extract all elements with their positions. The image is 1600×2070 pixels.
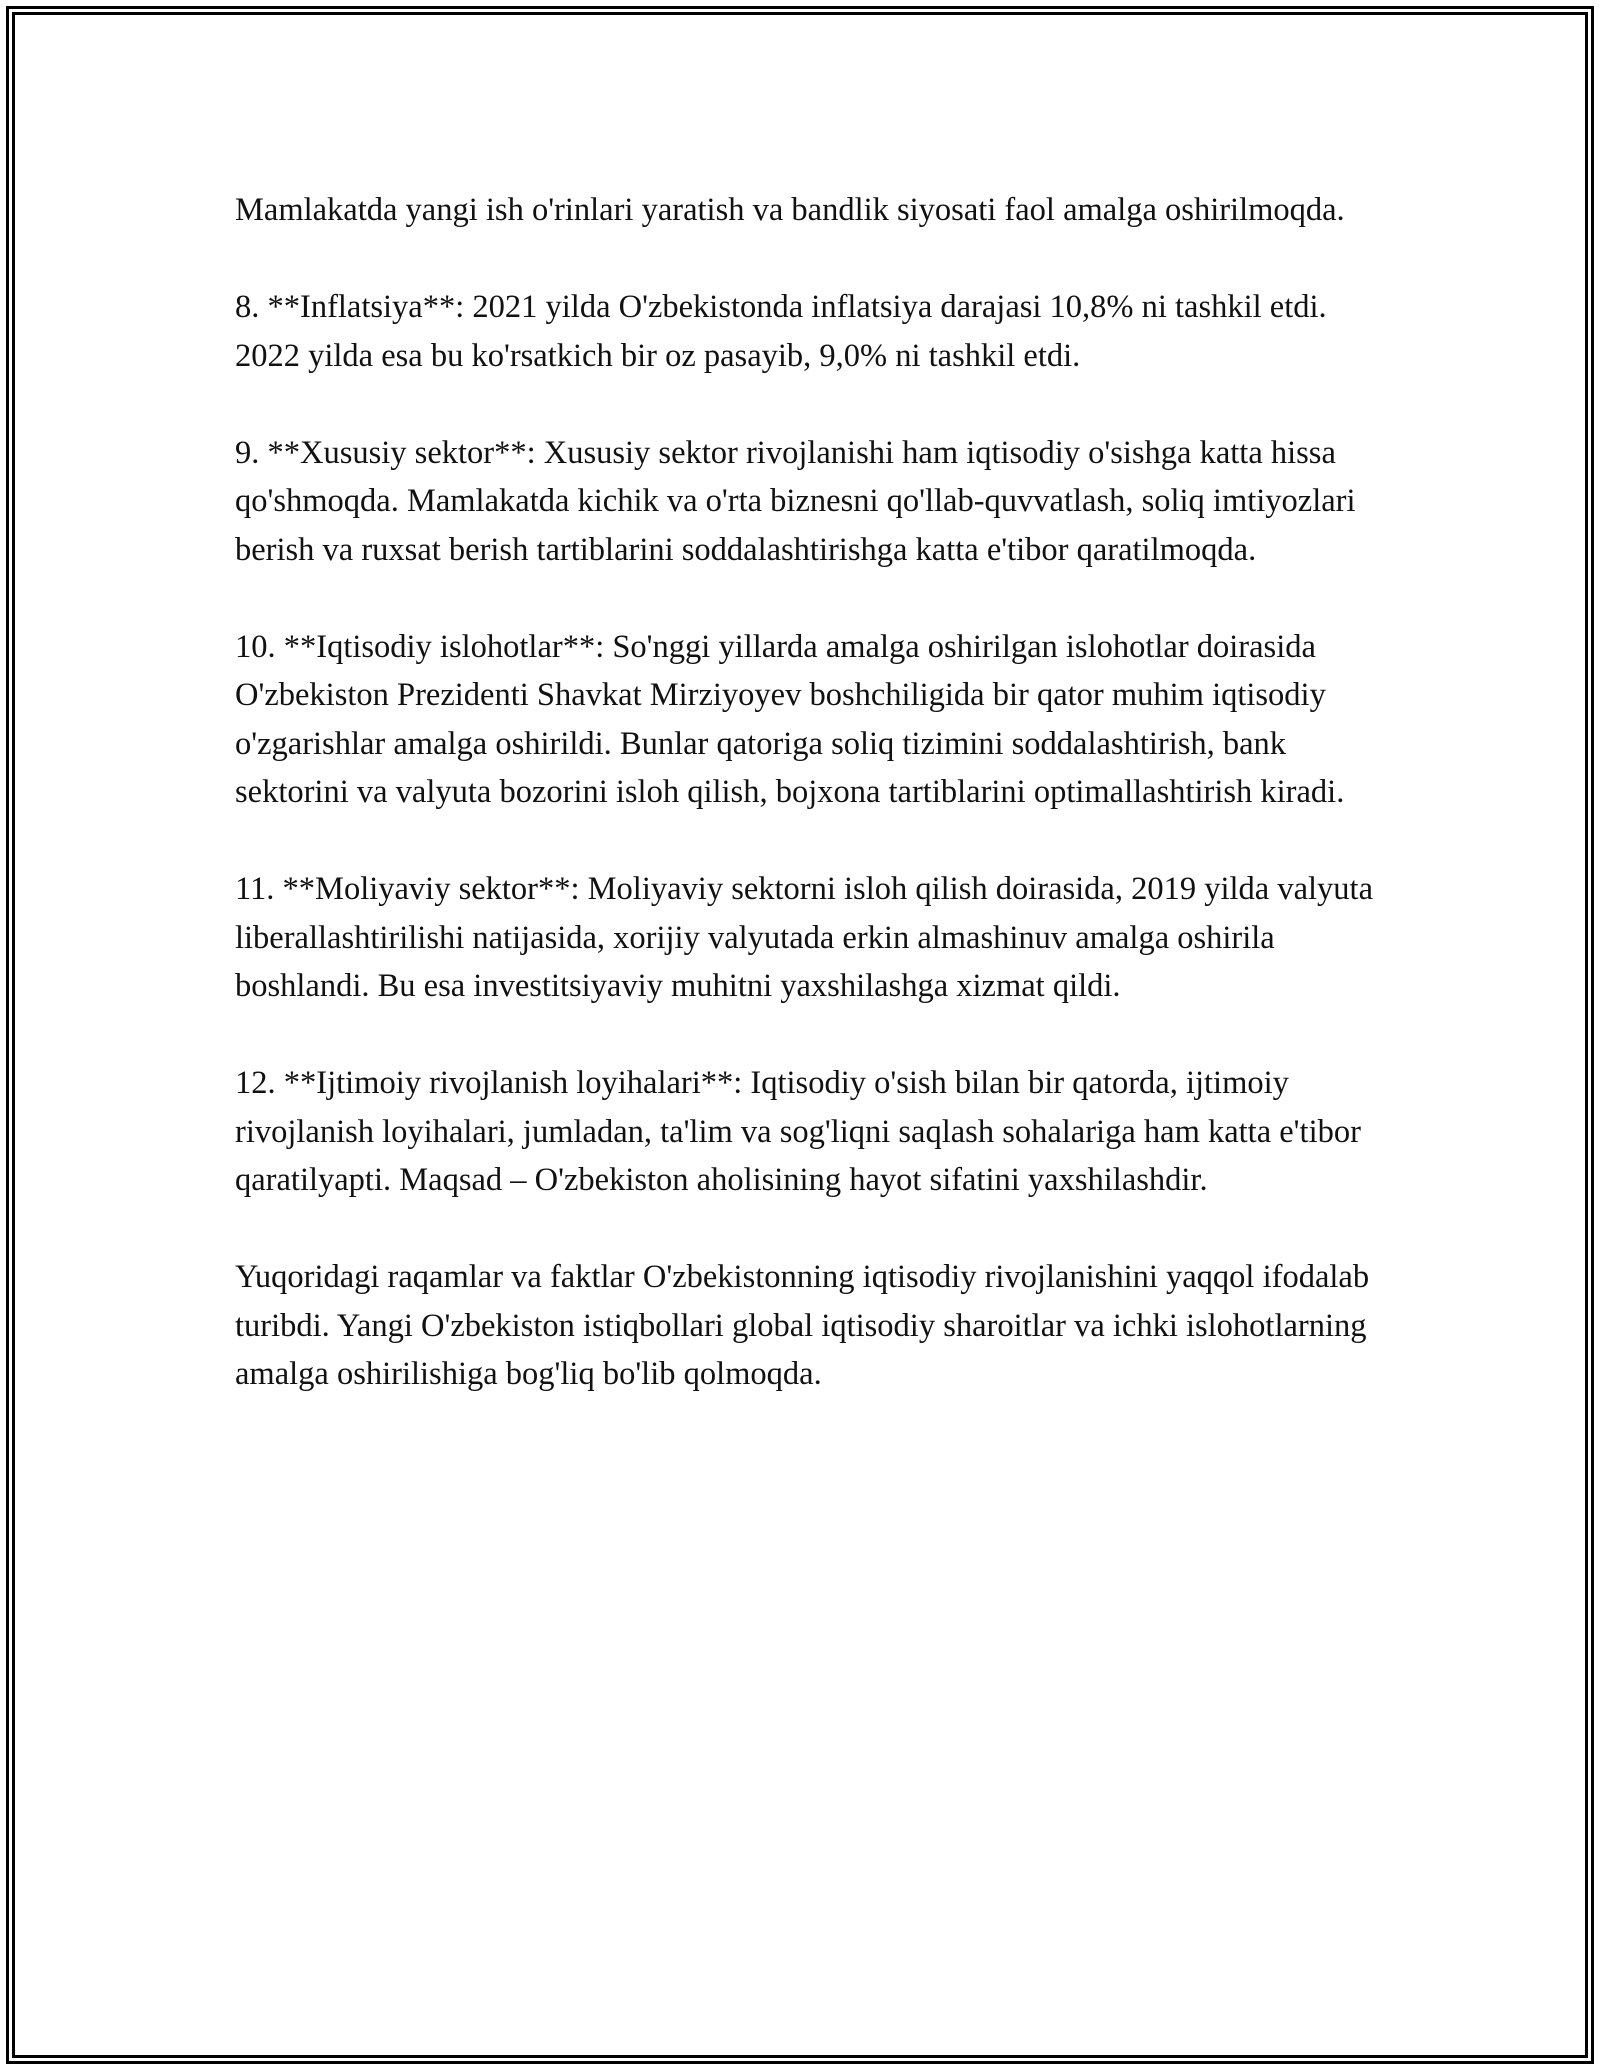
paragraph-inflation: 8. **Inflatsiya**: 2021 yilda O'zbekistonda inflatsiya darajasi 10,8% ni tashkil etdi. 2022 yilda esa bu ko'rsatkich bir oz pasayib, 9,0% ni tashkil etdi.: [235, 289, 1327, 374]
paragraph-private-sector: 9. **Xususiy sektor**: Xususiy sektor rivojlanishi ham iqtisodiy o'sishga katta hissa qo'shmoqda. Mamlakatda kichik va o'rta biznesni qo'llab-quvvatlash, soliq imtiyozlari berish va ruxsat berish tartiblarini soddalashtirishga katta e'tibor qaratilmoqda.: [235, 434, 1356, 568]
document-body: [235, 186, 1385, 1399]
paragraph-economic-reforms: 10. **Iqtisodiy islohotlar**: So'nggi yillarda amalga oshirilgan islohotlar doirasida O'zbekiston Prezidenti Shavkat Mirziyoyev boshchiligida bir qator muhim iqtisodiy o'zgarishlar amalga oshirildi. Bunlar qatoriga soliq tizimini soddalashtirish, bank sektorini va valyuta bozorini isloh qilish, bojxona tartiblarini optimallashtirish kiradi.: [235, 628, 1345, 810]
paragraph-social-projects: 12. **Ijtimoiy rivojlanish loyihalari**: Iqtisodiy o'sish bilan bir qatorda, ijtimoiy rivojlanish loyihalari, jumladan, ta'lim va sog'liqni saqlash sohalariga ham katta e'tibor qaratilyapti. Maqsad – O'zbekiston aholisining hayot sifatini yaxshilashdir.: [235, 1065, 1361, 1198]
paragraph-financial-sector: 11. **Moliyaviy sektor**: Moliyaviy sektorni isloh qilish doirasida, 2019 yilda valyuta liberallashtirilishi natijasida, xorijiy valyutada erkin almashinuv amalga oshirila boshlandi. Bu esa investitsiyaviy muhitni yaxshilashga xizmat qildi.: [235, 871, 1373, 1004]
paragraph-employment: Mamlakatda yangi ish o'rinlari yaratish va bandlik siyosati faol amalga oshirilmoqda.: [235, 192, 1345, 228]
paragraph-conclusion: Yuqoridagi raqamlar va faktlar O'zbekistonning iqtisodiy rivojlanishini yaqqol ifodalab turibdi. Yangi O'zbekiston istiqbollari global iqtisodiy sharoitlar va ichki islohotlarning amalga oshirilishiga bog'liq bo'lib qolmoqda.: [235, 1259, 1370, 1392]
